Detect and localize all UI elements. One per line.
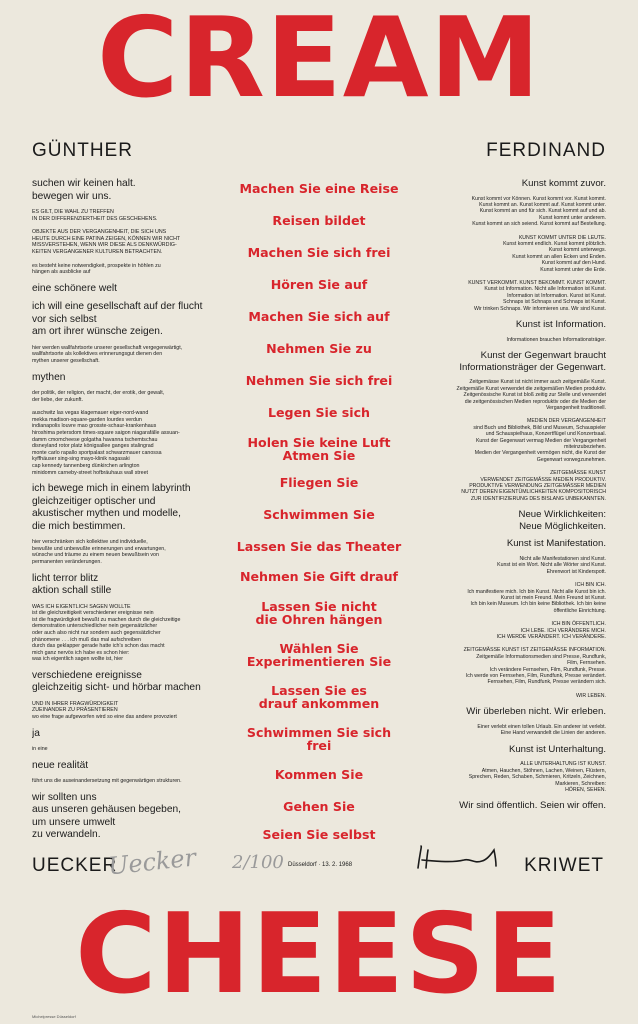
left-statement: wir sollten uns aus unseren gehäusen begeben, um unsere umwelt zu verwandeln. <box>32 791 181 841</box>
left-note: der politik, der religion, der macht, der erotik, der gewalt, der liebe, der zukunft. <box>32 390 165 403</box>
right-note: Informationen brauchen Informationsträger. <box>506 336 606 343</box>
name-ferdinand: FERDINAND <box>486 140 606 161</box>
command-line: Lassen Sie das Theater <box>236 539 402 554</box>
right-note: WIR LEBEN. <box>576 692 606 699</box>
left-note: hier verschränken sich kollektive und individuelle, bewußte und unbewußte erinnerungen und erwartungen, wünsche und träume zu einem neuen bewußtsein von permanenten veränderungen. <box>32 539 166 565</box>
left-text-column <box>32 178 212 848</box>
left-statement: ja <box>32 727 40 739</box>
name-kriwet: KRIWET <box>524 855 604 876</box>
command-line: Holen Sie keine Luft Atmen Sie <box>247 435 391 463</box>
title-cream: CREAM <box>97 0 541 123</box>
right-note: ALLE UNTERHALTUNG IST KUNST. Atmen, Hauchen, Stöhnen, Lachen, Weinen, Flüstern, Sprechen, Reden, Schaben, Schmieren, Kritzeln, Zeichnen, Markieren, Schreiben: HÖREN, SEHEN. <box>468 761 606 793</box>
right-text-column <box>410 178 606 848</box>
right-statement: Kunst ist Information. <box>515 319 606 331</box>
left-statement: eine schönere welt <box>32 282 117 294</box>
left-note: OBJEKTE AUS DER VERGANGENHEIT, DIE SICH UNS HEUTE DURCH EINE PATINA ZEIGEN, KÖNNEN WIR NICHT MISSVERSTEHEN, WENN WIR DIESE ALS DENKWÜRDIG- KEITEN VERGANGENER KULTUREN BETRACHTEN. <box>32 229 181 255</box>
left-note: auschwitz las vegas klagemauer eiger-nord-wand mekka madison-square-garden lourdes verdun indianapolis louvre mao grosste-schaur-krankenhaus hiroshima petersdom times-square saigon niagarafälle assuan- damm cmomcheese golgatha havanna tschemtschau disneyland rotor platz königsallee ganges stalingrad monte carlo rapallo sportpalast schwarzmauer canossa kyffhäuser sing-sing mayo-klinik nagasaki cap kennedy tannenberg dünkirchen arlington minidomm carneby-street hofbräuhaus wall street <box>32 410 180 476</box>
left-note: ES GILT, DIE WAHL ZU TREFFEN IN DER DIFFERENZIERTHEIT DES GESCHEHENS. <box>32 209 158 222</box>
command-line: Nehmen Sie zu <box>266 341 372 356</box>
command-line: Schwimmen Sie <box>263 507 375 522</box>
right-statement: Wir sind öffentlich. Seien wir offen. <box>459 800 606 812</box>
command-line: Fliegen Sie <box>279 475 359 490</box>
command-line: Wählen Sie Experimentieren Sie <box>246 641 392 669</box>
right-statement: Kunst kommt zuvor. <box>521 178 606 189</box>
command-line: Hören Sie auf <box>270 277 368 292</box>
place-date: Düsseldorf · 13. 2. 1968 <box>288 862 353 868</box>
middle-command-column <box>205 178 433 848</box>
left-statement: suchen wir keinen halt. bewegen wir uns. <box>32 178 136 202</box>
name-uecker: UECKER <box>32 855 118 876</box>
left-note: UND IN IHRER FRAGWÜRDIGKEIT ZUEINANDER ZU PRÄSENTIEREN wo eine frage aufgeworfen wird so eine das andere provoziert <box>32 700 177 721</box>
left-statement: neue realität <box>32 759 89 771</box>
right-note: MEDIEN DER VERGANGENHEIT sind Buch und Bibliothek, Bild und Museum, Schauspieler und Schauspielhaus, Konzertflügel und Konzertsaal. Kunst der Gegenwart vermag Medien der Vergangenheit miteinzubeziehen. Medien der Vergangenheit vermögen nicht, die Kunst der Gegenwart vorwegzunehmen. <box>473 418 606 463</box>
command-line: Machen Sie sich frei <box>247 245 391 260</box>
right-note: ZEITGEMÄSSE KUNST IST ZEITGEMÄSSE INFORMATION. Zeitgemäße Informationsmedien sind Presse, Rundfunk, Film, Fernsehen. Ich verändere Fernsehen, Film, Rundfunk, Presse. Ich werde von Fernsehen, Film, Rundfunk, Presse verändert. Fernsehen, Film, Rundfunk, Presse verändern sich. <box>463 647 606 686</box>
command-line: Nehmen Sie Gift drauf <box>239 569 399 584</box>
left-statement: licht terror blitz aktion schall stille <box>32 572 112 597</box>
command-line: Machen Sie sich auf <box>248 309 390 324</box>
right-note: ICH BIN ICH. Ich manifestiere mich. Ich bin Kunst. Nicht alle Kunst bin ich. Kunst ist mein Freund. Mein Freund ist Kunst. Ich bin kein Museum. Ich bin keine Bibliothek. Ich bin keine öffentliche Einrichtung. <box>467 582 606 614</box>
right-note: Einer verlebt einen tollen Urlaub. Ein anderer ist verlebt. Eine Hand verwandelt die Linien der anderen. <box>477 723 606 737</box>
title-cheese: CHEESE <box>75 890 563 1019</box>
command-line: Seien Sie selbst <box>262 827 376 842</box>
command-line: Schwimmen Sie sich frei <box>246 725 392 753</box>
right-note: Nicht alle Manifestationen sind Kunst. Kunst ist ein Wort. Nicht alle Wörter sind Kunst. Ehrenwort ist Kinderspott. <box>497 555 606 575</box>
right-statement: Neue Wirklichkeiten: Neue Möglichkeiten. <box>518 509 606 532</box>
right-note: Zeitgemässe Kunst ist nicht immer auch zeitgemäße Kunst. Zeitgemäße Kunst verwendet die zeitgemäßen Medien produktiv. Zeitgenössische Kunst ist bloß zeitig zur Stelle und verwendet die zeitgenössischen Medien reproduktiv oder die Medien der Vergangenheit traditionell. <box>456 379 606 411</box>
right-note: ICH BIN ÖFFENTLICH. ICH LEBE. ICH VERÄNDERE MICH. ICH WERDE VERÄNDERT. ICH VERÄNDERE. <box>496 621 606 641</box>
printer-credit: Michelpresse Düsseldorf <box>32 1014 76 1019</box>
left-note: hier werden wallfahrtsorte unserer gesellschaft vergegenwärtigt, wallfahrtsorte als kollektives erinnerungsgut dienen den mythen unserer gesellschaft. <box>32 344 183 364</box>
edition-number: 2/100 <box>232 852 284 873</box>
left-note: in eine <box>32 746 48 753</box>
command-line: Lassen Sie es drauf ankommen <box>258 683 380 711</box>
name-guenther: GÜNTHER <box>32 140 133 161</box>
right-note: KUNST KOMMT UNTER DIE LEUTE. Kunst kommt endlich. Kunst kommt plötzlich. Kunst kommt unterwegs. Kunst kommt an allen Ecken und Enden. Kunst kommt auf den Hund. Kunst kommt unter die Erde. <box>503 234 606 273</box>
left-note: es besteht keine notwendigkeit, prospekte in höhlen zu hängen als ausblicke auf <box>32 262 161 276</box>
command-line: Lassen Sie nicht die Ohren hängen <box>255 599 383 627</box>
right-note: KUNST VERKOMMT. KUNST BEKOMMT. KUNST KOMMT. Kunst ist Information. Nicht alle Information ist Kunst. Information ist Information. Kunst ist Kunst. Schnaps ist Schnaps und Schnaps ist Kunst. Wir trinken Schnaps. Wir informieren uns. Wir sind Kunst. <box>468 280 606 312</box>
right-note: ZEITGEMÄSSE KUNST VERWENDET ZEITGEMÄSSE MEDIEN PRODUKTIV. PRODUKTIVE VERWENDUNG ZEITGEMÄSSER MEDIEN NUTZT DEREN EIGENTÜMLICHKEITEN KOMPOSITORISCH ZUR IDENTIFIZIERUNG DES BISLANG UNBEKANNTEN. <box>461 470 606 502</box>
right-statement: Wir überleben nicht. Wir erleben. <box>466 706 606 718</box>
right-statement: Kunst der Gegenwart braucht Informationsträger der Gegenwart. <box>459 350 606 373</box>
left-note: führt uns die auseinandersetzung mit gegenwärtigen strukturen. <box>32 778 182 785</box>
signature-kriwet <box>412 842 512 872</box>
command-line: Kommen Sie <box>274 767 364 782</box>
right-statement: Kunst ist Unterhaltung. <box>508 743 606 755</box>
command-line: Legen Sie sich <box>267 405 371 420</box>
left-statement: verschiedene ereignisse gleichzeitig sicht- und hörbar machen <box>32 669 201 694</box>
command-line: Reisen bildet <box>272 213 366 228</box>
command-line: Gehen Sie <box>283 799 355 814</box>
left-note: WAS ICH EIGENTLICH SAGEN WOLLTE ist die gleichzeitigkeit verschiedener ereignisse nein ist die fragwürdigkeit bewußt zu machen durch die gleichzeitige demonstration unterschiedlicher nein gegensätzlicher oder auch also nicht nur sondern auch gegensätzlicher phänomene . . . ich muß das mal aufschreiben durch das geklapper gerade hatte ich's schon das macht mich ganz nervös ich habe es schon hier: was ich eigentlich sagen wollte ist, hier <box>32 603 181 663</box>
left-statement: ich will eine gesellschaft auf der flucht vor sich selbst am ort ihrer wünsche zeigen. <box>32 301 203 338</box>
command-line: Machen Sie eine Reise <box>239 181 399 196</box>
command-line: Nehmen Sie sich frei <box>245 373 393 388</box>
signature-uecker: Uecker <box>106 843 198 881</box>
right-note: Kunst kommt vor Können. Kunst kommt vor. Kunst kommt. Kunst kommt an. Kunst kommt auf. Kunst kommt unter. Kunst kommt an und für sich. Kunst kommt auf und ab. Kunst kommt unter anderem. Kunst kommt an sich seiend. Kunst kommt auf Bestellung. <box>471 195 606 228</box>
left-statement: mythen <box>32 371 66 383</box>
right-statement: Kunst ist Manifestation. <box>506 538 606 550</box>
left-statement: ich bewege mich in einem labyrinth gleichzeitiger optischer und akustischer mythen und modelle, die mich bestimmen. <box>32 483 191 532</box>
